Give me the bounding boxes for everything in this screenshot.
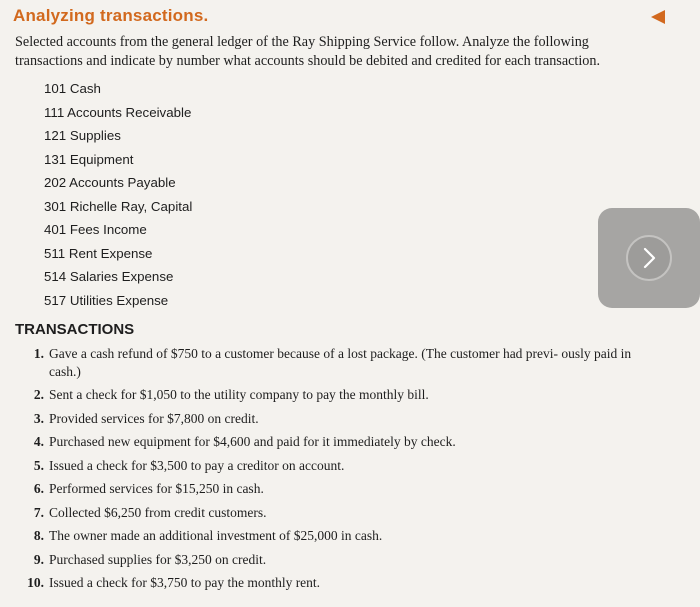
transaction-item: [15, 504, 655, 522]
transactions-heading: TRANSACTIONS: [15, 321, 135, 338]
chevron-right-icon: [635, 244, 663, 272]
account-item: 121 Supplies: [44, 128, 121, 143]
transaction-text: Performed services for $15,250 in cash.: [49, 481, 264, 496]
transaction-number: 2.: [33, 387, 44, 402]
account-item: 511 Rent Expense: [44, 245, 153, 261]
next-page-button[interactable]: [598, 208, 700, 308]
transaction-item: [15, 433, 655, 451]
transaction-number: 10.: [27, 575, 44, 590]
transaction-number: 6.: [33, 481, 44, 496]
account-item: 514 Salaries Expense: [44, 269, 174, 284]
transaction-text: Provided services for $7,800 on credit.: [49, 410, 259, 426]
account-item: 101 Cash: [44, 81, 101, 96]
account-item: 131 Equipment: [44, 151, 134, 167]
transaction-text: Gave a cash refund of $750 to a customer because of a lost package. (The customer had previ- ously paid in cash.): [49, 346, 632, 379]
transaction-number: 7.: [33, 504, 44, 520]
account-item: 202 Accounts Payable: [44, 175, 176, 190]
transaction-item: [15, 551, 655, 569]
transaction-item: [15, 345, 655, 381]
transaction-number: 8.: [33, 528, 44, 543]
transaction-text: Issued a check for $3,500 to pay a creditor on account.: [49, 457, 345, 473]
transaction-item: [15, 457, 655, 475]
transaction-text: Purchased new equipment for $4,600 and paid for it immediately by check.: [49, 434, 456, 449]
transaction-item: [15, 574, 655, 592]
account-item: 301 Richelle Ray, Capital: [44, 198, 193, 214]
transaction-number: 3.: [33, 410, 44, 426]
transaction-text: The owner made an additional investment of $25,000 in cash.: [49, 528, 383, 543]
transaction-number: 1.: [33, 346, 44, 361]
transaction-text: Issued a check for $3,750 to pay the monthly rent.: [49, 575, 321, 590]
account-item: 401 Fees Income: [44, 222, 147, 237]
page-title: Analyzing transactions.: [13, 6, 209, 25]
account-item: 517 Utilities Expense: [44, 292, 169, 308]
transaction-number: 5.: [33, 457, 44, 473]
transaction-item: [15, 480, 655, 498]
transactions-list: [15, 345, 655, 598]
transaction-item: [15, 527, 655, 545]
transaction-number: 9.: [33, 551, 44, 567]
transaction-item: [15, 386, 655, 404]
transaction-text: Sent a check for $1,050 to the utility company to pay the monthly bill.: [49, 387, 429, 402]
back-arrow-icon[interactable]: [651, 10, 665, 24]
transaction-text: Collected $6,250 from credit customers.: [49, 504, 267, 520]
transaction-number: 4.: [33, 434, 44, 449]
transaction-item: [15, 410, 655, 428]
account-item: 111 Accounts Receivable: [44, 104, 192, 120]
transaction-text: Purchased supplies for $3,250 on credit.: [49, 551, 267, 567]
intro-paragraph: Selected accounts from the general ledger of the Ray Shipping Service follow. Analyze the following transactions and indicate by number what accounts should be debited and credited for each transaction.: [15, 34, 601, 69]
accounts-list: [44, 77, 192, 312]
